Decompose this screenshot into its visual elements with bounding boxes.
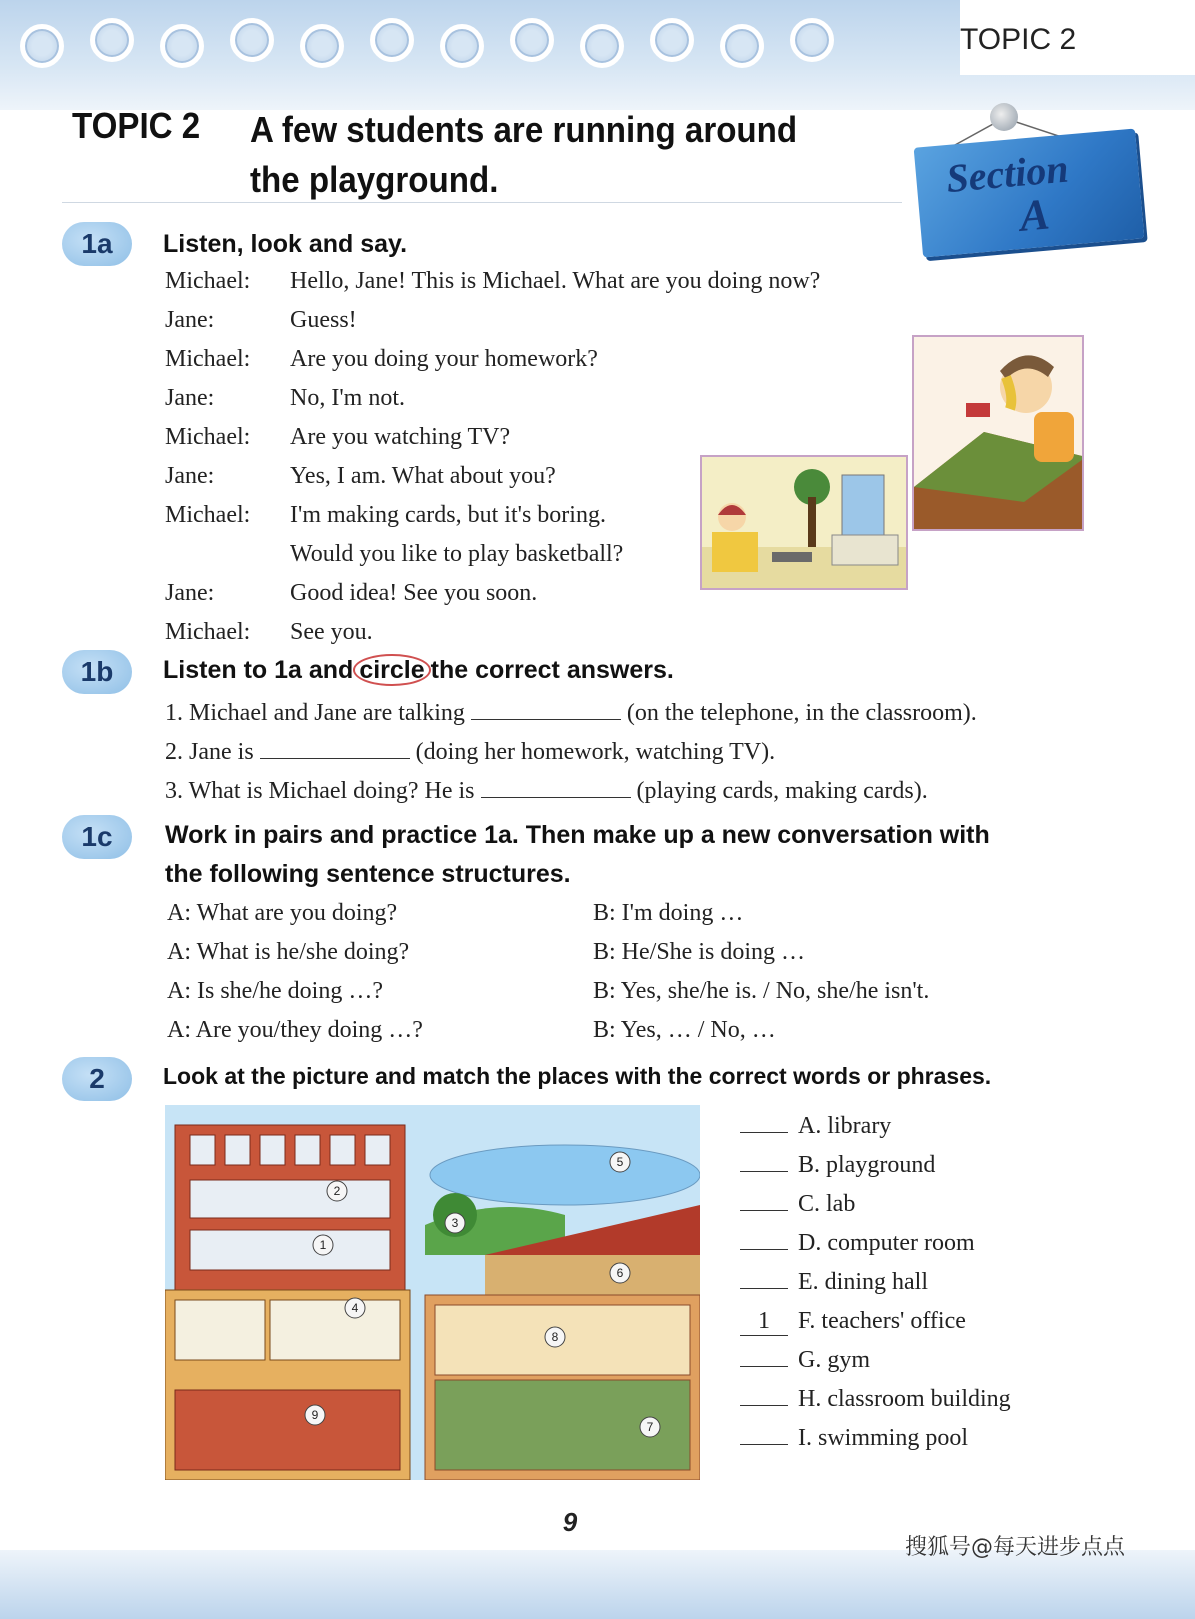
- question-1b-2: [165, 739, 775, 766]
- match-answer-blank[interactable]: [740, 1132, 788, 1133]
- picture-number: 9: [311, 1408, 319, 1422]
- match-label: I. swimming pool: [798, 1425, 969, 1451]
- dialogue-speaker: Jane:: [165, 307, 215, 333]
- exercise-badge-1b: 1b: [62, 650, 132, 694]
- match-label: C. lab: [798, 1191, 856, 1217]
- boy-on-phone-illustration: [912, 335, 1084, 531]
- question-1b-3: [165, 778, 928, 805]
- dialogue-line: Guess!: [290, 307, 357, 333]
- match-label: H. classroom building: [798, 1386, 1011, 1412]
- picture-number: 6: [616, 1266, 624, 1280]
- match-answer-blank[interactable]: [740, 1405, 788, 1406]
- match-label: F. teachers' office: [798, 1308, 966, 1334]
- dialogue-speaker: Jane:: [165, 580, 215, 606]
- match-answer-blank[interactable]: [740, 1210, 788, 1211]
- dialogue-line: Good idea! See you soon.: [290, 580, 538, 606]
- match-label: E. dining hall: [798, 1269, 928, 1295]
- pattern-a: A: Are you/they doing …?: [167, 1017, 423, 1043]
- match-answer-blank[interactable]: [740, 1171, 788, 1172]
- match-item: [740, 1308, 966, 1336]
- exercise-badge-1a: 1a: [62, 222, 132, 266]
- dialogue-line: Are you doing your homework?: [290, 346, 598, 372]
- dialogue-line: I'm making cards, but it's boring.: [290, 502, 606, 528]
- match-label: D. computer room: [798, 1230, 975, 1256]
- section-word: Section: [944, 145, 1071, 202]
- pattern-a: A: What are you doing?: [167, 900, 398, 926]
- instruction-part: the correct answers.: [430, 656, 674, 684]
- dialogue-line: See you.: [290, 619, 373, 645]
- match-item: [740, 1152, 935, 1179]
- picture-number: 1: [319, 1238, 327, 1252]
- picture-number: 3: [451, 1216, 459, 1230]
- dialogue-speaker: Michael:: [165, 502, 251, 528]
- picture-number: 7: [646, 1420, 654, 1434]
- match-item: [740, 1191, 855, 1218]
- match-answer-blank[interactable]: [740, 1288, 788, 1289]
- pattern-b: B: Yes, she/he is. / No, she/he isn't.: [593, 978, 930, 1004]
- dialogue-speaker: Jane:: [165, 385, 215, 411]
- question-options: (doing her homework, watching TV).: [415, 739, 776, 765]
- match-label: A. library: [798, 1113, 892, 1139]
- dialogue-speaker: Michael:: [165, 268, 251, 294]
- match-answer-blank[interactable]: [740, 1444, 788, 1445]
- match-label: B. playground: [798, 1152, 936, 1178]
- dialogue-line: Are you watching TV?: [290, 424, 511, 450]
- instruction-part: Listen to 1a and: [163, 656, 354, 684]
- picture-number: 2: [333, 1184, 341, 1198]
- match-item: [740, 1113, 891, 1140]
- match-item: [740, 1230, 975, 1257]
- picture-number: 4: [351, 1301, 359, 1315]
- pattern-a: A: Is she/he doing …?: [167, 978, 383, 1004]
- dialogue-speaker: Jane:: [165, 463, 215, 489]
- exercise-1c-instruction-line1: Work in pairs and practice 1a. Then make up a new conversation with: [165, 821, 990, 849]
- match-item: [740, 1425, 968, 1452]
- picture-number: 5: [616, 1155, 624, 1169]
- exercise-badge-2: 2: [62, 1057, 132, 1101]
- school-campus-illustration: [165, 1105, 700, 1480]
- question-options: (playing cards, making cards).: [636, 778, 928, 804]
- picture-number: 8: [551, 1330, 559, 1344]
- exercise-1b-instruction: [163, 656, 674, 685]
- dialogue-line: Would you like to play basketball?: [290, 541, 624, 567]
- circled-word: circle: [353, 654, 430, 686]
- question-1b-1: [165, 700, 977, 727]
- dialogue-line: Hello, Jane! This is Michael. What are you doing now?: [290, 268, 821, 294]
- match-answer-blank[interactable]: [740, 1249, 788, 1250]
- page-number: 9: [562, 1507, 578, 1537]
- page-title: A few students are running around the playground.: [250, 109, 798, 200]
- watermark: 搜狐号@每天进步点点: [905, 1535, 1126, 1560]
- pattern-a: A: What is he/she doing?: [167, 939, 410, 965]
- topic-number: TOPIC 2: [72, 105, 201, 146]
- pattern-b: B: I'm doing …: [593, 900, 744, 926]
- dialogue-speaker: Michael:: [165, 619, 251, 645]
- match-item: [740, 1269, 928, 1296]
- section-letter: A: [1017, 189, 1052, 241]
- exercise-badge-1c: 1c: [62, 815, 132, 859]
- match-label: G. gym: [798, 1347, 870, 1373]
- exercise-2-instruction: Look at the picture and match the places with the correct words or phrases.: [163, 1063, 992, 1089]
- title-divider: [62, 202, 902, 203]
- pin-icon: [990, 103, 1018, 131]
- girl-watching-tv-illustration: [700, 455, 908, 590]
- match-answer-blank[interactable]: [740, 1366, 788, 1367]
- dialogue-speaker: Michael:: [165, 346, 251, 372]
- dialogue-line: Yes, I am. What about you?: [290, 463, 556, 489]
- dialogue-line: No, I'm not.: [290, 385, 405, 411]
- answer-blank[interactable]: [260, 758, 410, 759]
- question-text: 2. Jane is: [165, 739, 254, 765]
- pattern-b: B: Yes, … / No, …: [593, 1017, 776, 1043]
- match-item: [740, 1386, 1011, 1413]
- exercise-1a-instruction: Listen, look and say.: [163, 230, 408, 258]
- match-answer-blank[interactable]: 1: [740, 1308, 788, 1336]
- question-text: 1. Michael and Jane are talking: [165, 700, 465, 726]
- answer-blank[interactable]: [471, 719, 621, 720]
- section-badge: [914, 129, 1145, 258]
- dialogue-speaker: Michael:: [165, 424, 251, 450]
- topic-tab: [960, 0, 1195, 75]
- question-options: (on the telephone, in the classroom).: [626, 700, 977, 726]
- question-text: 3. What is Michael doing? He is: [165, 778, 475, 804]
- exercise-1c-instruction-line2: the following sentence structures.: [165, 860, 571, 888]
- answer-blank[interactable]: [481, 797, 631, 798]
- match-item: [740, 1347, 870, 1374]
- topic-tab-label: TOPIC 2: [960, 23, 1077, 56]
- pattern-b: B: He/She is doing …: [593, 939, 806, 965]
